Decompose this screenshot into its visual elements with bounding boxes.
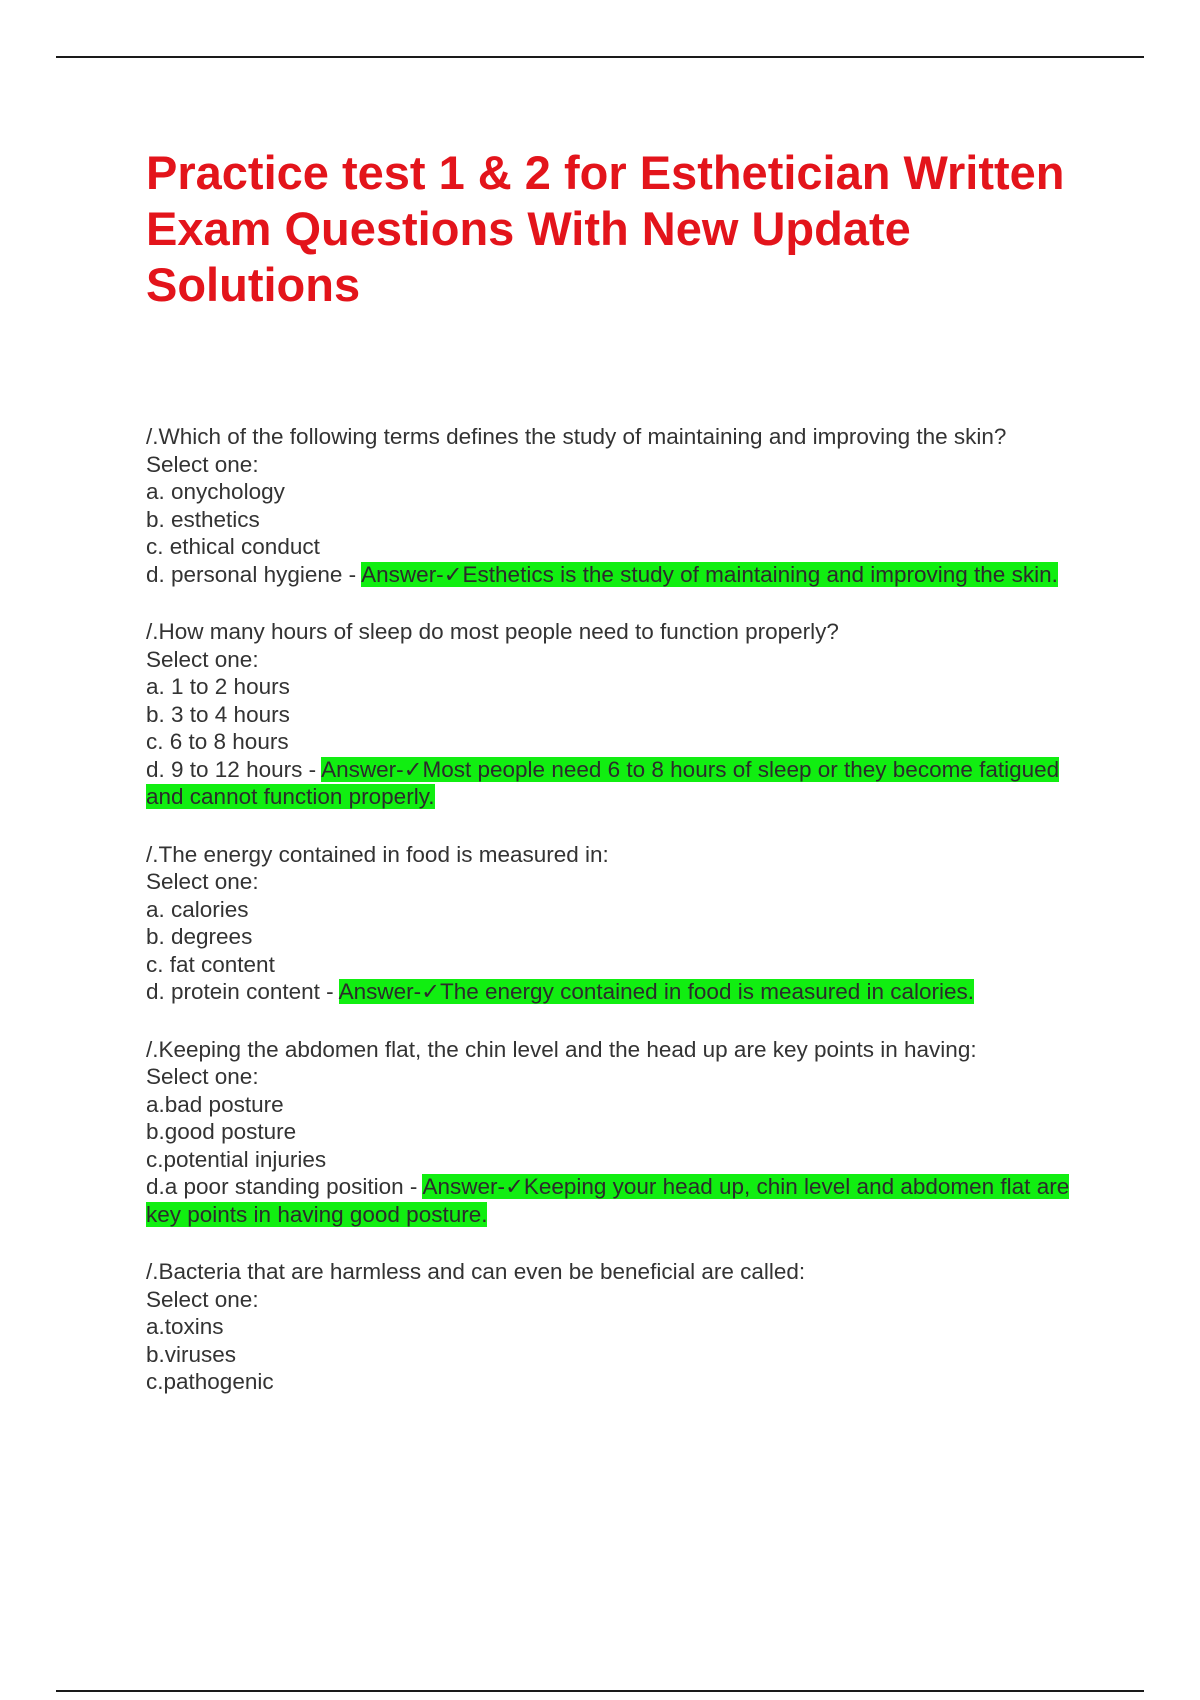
option-c: c.pathogenic — [146, 1369, 274, 1394]
question-prompt: /.How many hours of sleep do most people need to function properly? — [146, 619, 839, 644]
answer-highlight: Answer-✓The energy contained in food is measured in calories. — [338, 979, 975, 1004]
option-a: a. 1 to 2 hours — [146, 674, 290, 699]
option-d-with-answer — [146, 756, 1086, 811]
question-prompt: /.Keeping the abdomen flat, the chin level and the head up are key points in having: — [146, 1036, 977, 1062]
option-c: c. 6 to 8 hours — [146, 729, 289, 754]
option-d-with-answer — [146, 1173, 1086, 1228]
option-a: a.toxins — [146, 1314, 224, 1339]
select-one-label: Select one: — [146, 869, 259, 894]
select-one-label: Select one: — [146, 1286, 259, 1312]
question-prompt: /.Which of the following terms defines the study of maintaining and improving the skin? — [146, 424, 1007, 449]
option-d: d. personal hygiene - — [146, 561, 362, 587]
select-one-label: Select one: — [146, 1064, 259, 1089]
option-b: b.viruses — [146, 1341, 237, 1367]
top-rule — [56, 56, 1144, 58]
question-5 — [146, 1258, 1086, 1396]
option-c: c. fat content — [146, 951, 275, 977]
document-title: Practice test 1 & 2 for Esthetician Written Exam Questions With New Update Solutions — [146, 146, 1065, 311]
option-b: b.good posture — [146, 1119, 297, 1144]
answer-highlight: Answer-✓Most people need 6 to 8 hours of sleep or they become fatigued and cannot function properly. — [146, 756, 1060, 809]
question-2 — [146, 618, 1086, 811]
option-b: b. degrees — [146, 924, 253, 949]
question-prompt: /.The energy contained in food is measured in: — [146, 841, 609, 867]
question-4 — [146, 1036, 1086, 1229]
option-b: b. esthetics — [146, 506, 260, 532]
select-one-label: Select one: — [146, 646, 259, 672]
option-d: d.a poor standing position - — [146, 1174, 423, 1199]
option-c: c. ethical conduct — [146, 534, 320, 559]
option-d: d. 9 to 12 hours - — [146, 756, 322, 782]
question-3 — [146, 841, 1086, 1006]
option-c: c.potential injuries — [146, 1146, 327, 1172]
bottom-rule — [56, 1690, 1144, 1692]
question-list — [146, 423, 1086, 1426]
option-d: d. protein content - — [146, 979, 339, 1004]
option-a: a. calories — [146, 896, 249, 922]
option-a: a. onychology — [146, 479, 285, 504]
option-d-with-answer — [146, 561, 1086, 589]
question-prompt: /.Bacteria that are harmless and can even be beneficial are called: — [146, 1259, 806, 1284]
question-1 — [146, 423, 1086, 588]
option-a: a.bad posture — [146, 1091, 284, 1117]
answer-highlight: Answer-✓Esthetics is the study of maintaining and improving the skin. — [361, 561, 1058, 587]
option-b: b. 3 to 4 hours — [146, 701, 290, 727]
option-d-with-answer — [146, 978, 1086, 1006]
select-one-label: Select one: — [146, 451, 259, 477]
answer-highlight: Answer-✓Keeping your head up, chin level and abdomen flat are key points in having good posture. — [146, 1174, 1070, 1227]
